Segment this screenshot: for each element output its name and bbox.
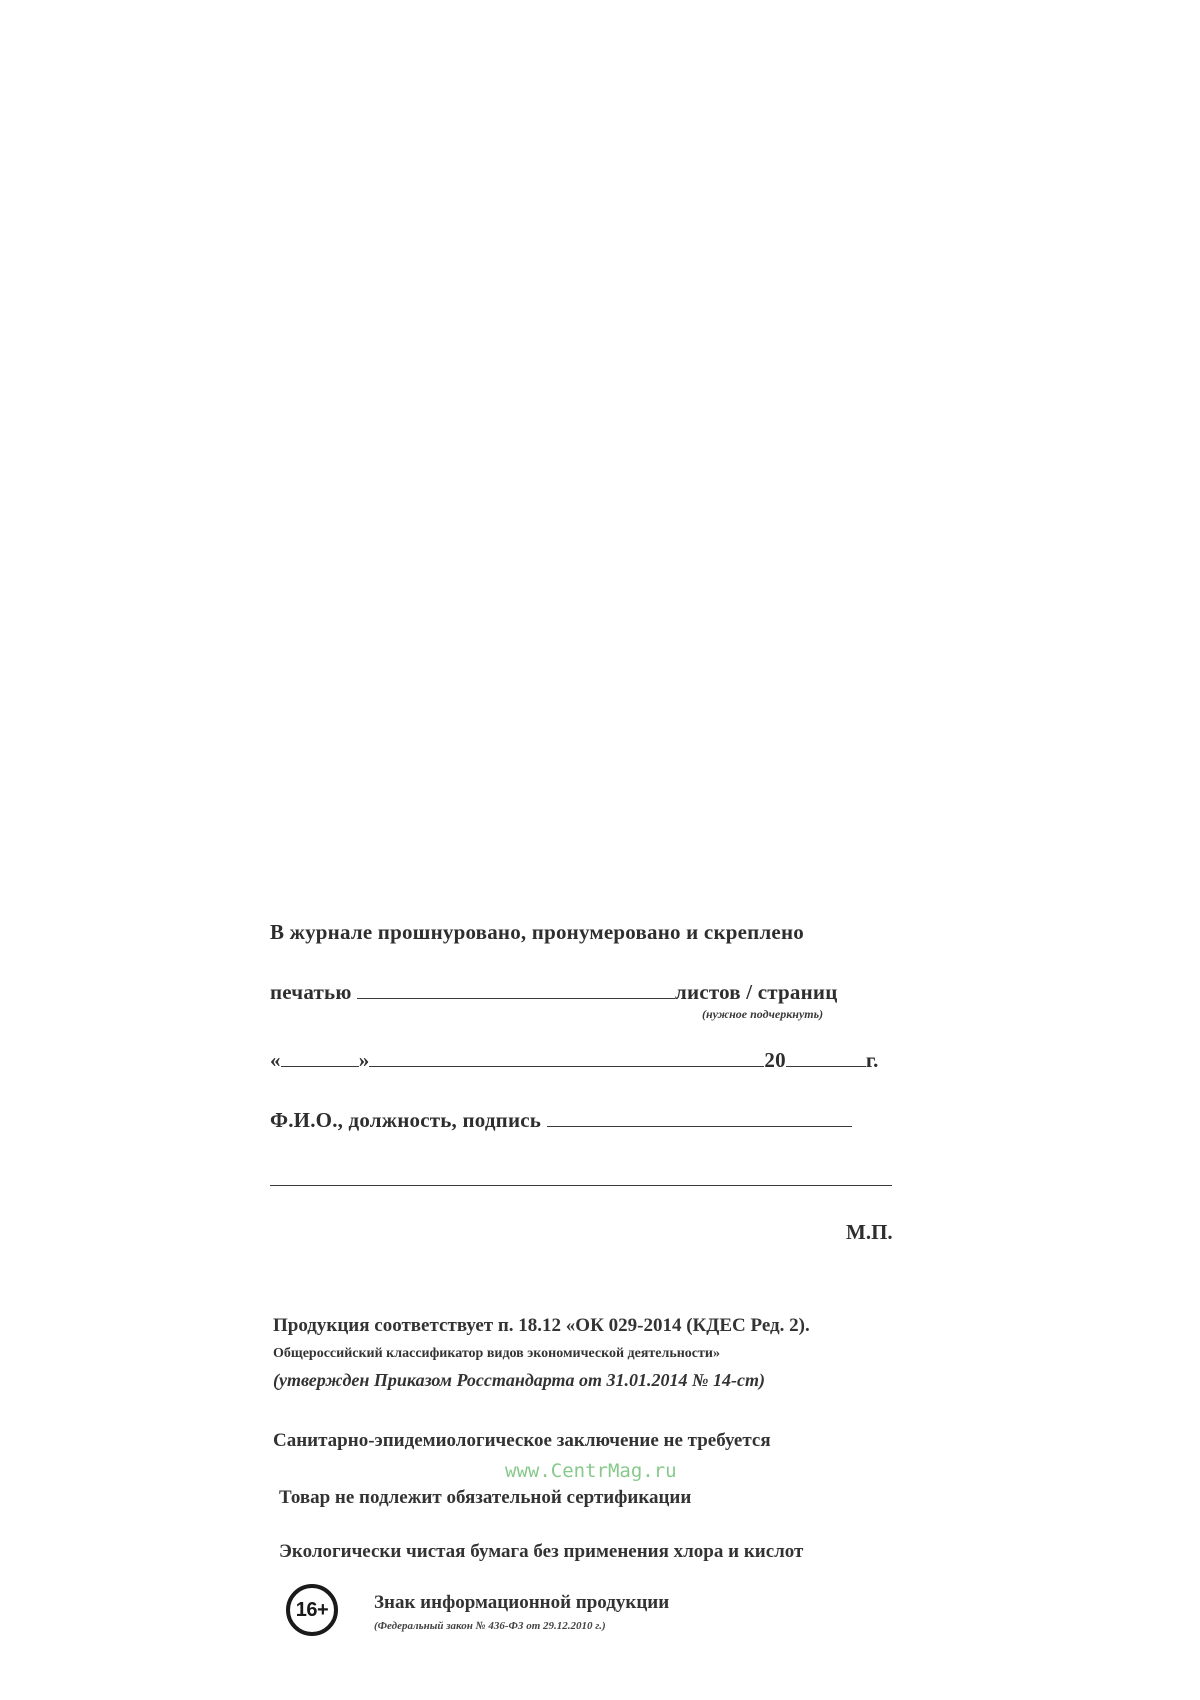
sheets-count-field xyxy=(357,978,675,999)
date-close-quote: » xyxy=(358,1048,370,1072)
okved-line-2: Общероссийский классификатор видов экономической деятельности» xyxy=(273,1346,720,1361)
signature-label: Ф.И.О., должность, подпись xyxy=(270,1108,542,1132)
sanitary-note: Санитарно-эпидемиологическое заключение не требуется xyxy=(273,1430,771,1451)
day-field xyxy=(281,1046,359,1067)
date-open-quote: « xyxy=(270,1048,281,1072)
info-product-law-ref: (Федеральный закон № 436-ФЗ от 29.12.2010 г.) xyxy=(374,1620,606,1632)
signature-continuation-rule xyxy=(270,1185,892,1186)
watermark: www.CentrMag.ru xyxy=(505,1460,677,1482)
age-rating-icon: 16+ xyxy=(286,1584,338,1636)
date-line xyxy=(270,1046,879,1073)
signature-line xyxy=(270,1106,852,1133)
year-field xyxy=(786,1046,866,1067)
eco-paper-note: Экологически чистая бумага без применения хлора и кислот xyxy=(279,1541,804,1562)
year-suffix: г. xyxy=(865,1048,879,1072)
underline-hint: (нужное подчеркнуть) xyxy=(702,1007,824,1021)
sheets-pages-label: листов / страниц xyxy=(675,980,838,1004)
month-field xyxy=(369,1046,764,1067)
okved-line-1: Продукция соответствует п. 18.12 «ОК 029-2014 (КДЕС Ред. 2). xyxy=(273,1315,810,1336)
seal-label: печатью xyxy=(270,980,352,1004)
certification-note: Товар не подлежит обязательной сертификации xyxy=(279,1487,692,1508)
okved-line-3: (утвержден Приказом Росстандарта от 31.01.2014 № 14-ст) xyxy=(273,1370,765,1390)
stamp-placeholder: М.П. xyxy=(846,1220,893,1244)
signature-field xyxy=(547,1106,852,1127)
info-product-sign-title: Знак информационной продукции xyxy=(374,1592,670,1613)
sheets-count-line xyxy=(270,978,838,1005)
year-prefix: 20 xyxy=(764,1048,786,1072)
binding-statement: В журнале прошнуровано, пронумеровано и скреплено xyxy=(270,920,804,944)
